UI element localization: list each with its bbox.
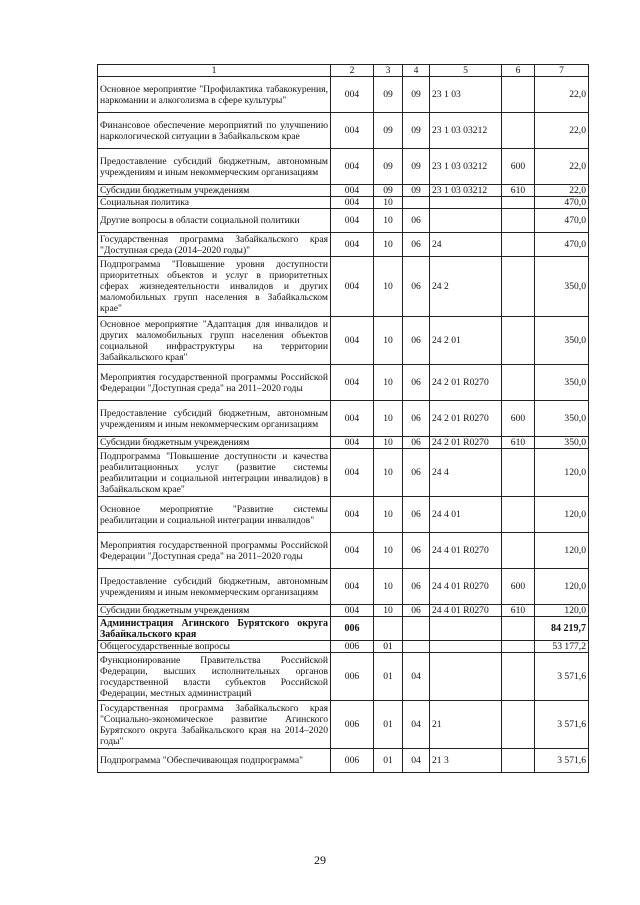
row-amount: 350,0 bbox=[535, 401, 589, 437]
row-code-target: 23 1 03 03212 bbox=[430, 113, 502, 149]
page-number: 29 bbox=[314, 853, 326, 867]
row-code-section: 10 bbox=[374, 257, 403, 317]
row-name: Социальная политика bbox=[98, 197, 331, 209]
table-row bbox=[98, 497, 589, 533]
row-code-expense-type bbox=[502, 653, 535, 701]
table-row bbox=[98, 209, 589, 233]
row-amount: 3 571,6 bbox=[535, 653, 589, 701]
table-row bbox=[98, 605, 589, 617]
budget-table bbox=[97, 64, 589, 773]
row-code-target: 21 3 bbox=[430, 749, 502, 773]
row-code-expense-type bbox=[502, 641, 535, 653]
row-amount: 22,0 bbox=[535, 77, 589, 113]
row-name: Основное мероприятие "Развитие системы реабилитации и социальной интеграции инвалидов" bbox=[98, 497, 331, 533]
row-code-admin: 004 bbox=[331, 113, 374, 149]
row-code-expense-type bbox=[502, 257, 535, 317]
row-code-admin: 004 bbox=[331, 497, 374, 533]
row-code-admin: 004 bbox=[331, 149, 374, 185]
row-code-subsection: 06 bbox=[403, 437, 430, 449]
row-code-section: 10 bbox=[374, 197, 403, 209]
row-code-admin: 004 bbox=[331, 401, 374, 437]
row-name: Предоставление субсидий бюджетным, автономным учреждениям и иным некоммерческим организациям bbox=[98, 401, 331, 437]
row-amount: 120,0 bbox=[535, 569, 589, 605]
row-code-subsection: 09 bbox=[403, 77, 430, 113]
row-code-admin: 004 bbox=[331, 185, 374, 197]
row-name: Подпрограмма "Повышение уровня доступности приоритетных объектов и услуг в приоритетных сферах жизнедеятельности инвалидов и других маломобильных групп населения в Забайкальском крае" bbox=[98, 257, 331, 317]
table-row bbox=[98, 569, 589, 605]
row-code-section: 10 bbox=[374, 569, 403, 605]
row-code-subsection: 06 bbox=[403, 233, 430, 257]
row-code-section: 10 bbox=[374, 365, 403, 401]
row-name: Подпрограмма "Обеспечивающая подпрограмма" bbox=[98, 749, 331, 773]
row-code-target: 24 2 01 R0270 bbox=[430, 437, 502, 449]
table-row bbox=[98, 437, 589, 449]
row-code-section: 10 bbox=[374, 533, 403, 569]
row-code-expense-type: 610 bbox=[502, 605, 535, 617]
header-cell: 6 bbox=[502, 65, 535, 77]
row-code-section: 09 bbox=[374, 77, 403, 113]
row-name: Подпрограмма "Повышение доступности и качества реабилитационных услуг (развитие системы реабилитации и социальной интеграции инвалидов) в Забайкальском крае" bbox=[98, 449, 331, 497]
row-code-subsection bbox=[403, 617, 430, 641]
row-name: Мероприятия государственной программы Российской Федерации "Доступная среда" на 2011–2020 годы bbox=[98, 365, 331, 401]
row-amount: 350,0 bbox=[535, 317, 589, 365]
row-code-admin: 004 bbox=[331, 365, 374, 401]
row-code-admin: 004 bbox=[331, 209, 374, 233]
row-code-section: 10 bbox=[374, 449, 403, 497]
row-code-target: 24 4 01 R0270 bbox=[430, 533, 502, 569]
row-code-expense-type bbox=[502, 365, 535, 401]
row-code-section: 01 bbox=[374, 749, 403, 773]
row-code-subsection: 06 bbox=[403, 317, 430, 365]
row-code-admin: 004 bbox=[331, 437, 374, 449]
row-code-section bbox=[374, 617, 403, 641]
row-name: Администрация Агинского Бурятского округа Забайкальского края bbox=[98, 617, 331, 641]
row-code-admin: 004 bbox=[331, 605, 374, 617]
table-row bbox=[98, 401, 589, 437]
row-code-admin: 006 bbox=[331, 617, 374, 641]
row-code-admin: 004 bbox=[331, 533, 374, 569]
row-name: Предоставление субсидий бюджетным, автономным учреждениям и иным некоммерческим организациям bbox=[98, 569, 331, 605]
row-code-target bbox=[430, 209, 502, 233]
row-code-expense-type: 610 bbox=[502, 437, 535, 449]
row-name: Функционирование Правительства Российской Федерации, высших исполнительных органов государственной власти субъектов Российской Федерации, местных администраций bbox=[98, 653, 331, 701]
row-code-target: 24 2 01 R0270 bbox=[430, 365, 502, 401]
row-code-admin: 004 bbox=[331, 569, 374, 605]
row-name: Общегосударственные вопросы bbox=[98, 641, 331, 653]
row-amount: 3 571,6 bbox=[535, 749, 589, 773]
row-name: Другие вопросы в области социальной политики bbox=[98, 209, 331, 233]
table-row bbox=[98, 617, 589, 641]
row-code-target bbox=[430, 641, 502, 653]
row-code-subsection: 09 bbox=[403, 113, 430, 149]
row-code-admin: 004 bbox=[331, 257, 374, 317]
row-code-admin: 004 bbox=[331, 197, 374, 209]
row-name: Субсидии бюджетным учреждениям bbox=[98, 185, 331, 197]
row-code-subsection: 04 bbox=[403, 701, 430, 749]
row-code-target: 23 1 03 bbox=[430, 77, 502, 113]
row-code-expense-type: 600 bbox=[502, 569, 535, 605]
table-row bbox=[98, 449, 589, 497]
row-code-target: 24 4 01 R0270 bbox=[430, 569, 502, 605]
row-name: Финансовое обеспечение мероприятий по улучшению наркологической ситуации в Забайкальском крае bbox=[98, 113, 331, 149]
row-code-subsection: 06 bbox=[403, 569, 430, 605]
row-code-expense-type bbox=[502, 749, 535, 773]
row-code-section: 10 bbox=[374, 209, 403, 233]
row-code-admin: 006 bbox=[331, 749, 374, 773]
row-code-section: 10 bbox=[374, 233, 403, 257]
row-code-section: 09 bbox=[374, 149, 403, 185]
row-code-subsection: 04 bbox=[403, 653, 430, 701]
header-cell: 4 bbox=[403, 65, 430, 77]
row-code-target bbox=[430, 617, 502, 641]
row-amount: 120,0 bbox=[535, 533, 589, 569]
row-name: Субсидии бюджетным учреждениям bbox=[98, 605, 331, 617]
row-code-subsection bbox=[403, 197, 430, 209]
table-row bbox=[98, 749, 589, 773]
row-code-subsection: 06 bbox=[403, 449, 430, 497]
table-row bbox=[98, 641, 589, 653]
header-cell: 1 bbox=[98, 65, 331, 77]
row-name: Мероприятия государственной программы Российской Федерации "Доступная среда" на 2011–2020 годы bbox=[98, 533, 331, 569]
table-row bbox=[98, 653, 589, 701]
row-code-admin: 004 bbox=[331, 449, 374, 497]
row-amount: 53 177,2 bbox=[535, 641, 589, 653]
row-code-subsection: 06 bbox=[403, 497, 430, 533]
row-code-expense-type bbox=[502, 533, 535, 569]
row-code-target: 21 bbox=[430, 701, 502, 749]
table-row bbox=[98, 197, 589, 209]
row-code-subsection: 06 bbox=[403, 401, 430, 437]
row-code-subsection: 04 bbox=[403, 749, 430, 773]
row-amount: 350,0 bbox=[535, 257, 589, 317]
table-row bbox=[98, 149, 589, 185]
row-name: Государственная программа Забайкальского края "Социально-экономическое развитие Агинского Бурятского округа Забайкальского края на 2014–2020 годы" bbox=[98, 701, 331, 749]
row-amount: 22,0 bbox=[535, 113, 589, 149]
row-code-target: 24 2 01 bbox=[430, 317, 502, 365]
row-code-subsection: 06 bbox=[403, 533, 430, 569]
row-amount: 3 571,6 bbox=[535, 701, 589, 749]
row-code-expense-type bbox=[502, 701, 535, 749]
row-code-target: 24 4 01 R0270 bbox=[430, 605, 502, 617]
row-name: Предоставление субсидий бюджетным, автономным учреждениям и иным некоммерческим организациям bbox=[98, 149, 331, 185]
row-code-section: 10 bbox=[374, 497, 403, 533]
row-code-expense-type bbox=[502, 209, 535, 233]
row-amount: 350,0 bbox=[535, 437, 589, 449]
row-code-admin: 004 bbox=[331, 233, 374, 257]
row-code-section: 09 bbox=[374, 185, 403, 197]
row-code-expense-type bbox=[502, 497, 535, 533]
row-code-subsection: 09 bbox=[403, 149, 430, 185]
row-code-target bbox=[430, 197, 502, 209]
row-code-subsection: 06 bbox=[403, 209, 430, 233]
row-code-subsection: 09 bbox=[403, 185, 430, 197]
row-code-admin: 006 bbox=[331, 701, 374, 749]
row-amount: 84 219,7 bbox=[535, 617, 589, 641]
row-code-target: 24 bbox=[430, 233, 502, 257]
row-code-section: 10 bbox=[374, 437, 403, 449]
header-cell: 5 bbox=[430, 65, 502, 77]
table-row bbox=[98, 533, 589, 569]
row-code-subsection: 06 bbox=[403, 365, 430, 401]
row-code-expense-type: 600 bbox=[502, 149, 535, 185]
row-code-expense-type: 600 bbox=[502, 401, 535, 437]
row-code-section: 01 bbox=[374, 641, 403, 653]
row-amount: 470,0 bbox=[535, 197, 589, 209]
header-cell: 3 bbox=[374, 65, 403, 77]
row-amount: 470,0 bbox=[535, 233, 589, 257]
row-code-section: 09 bbox=[374, 113, 403, 149]
table-row bbox=[98, 365, 589, 401]
row-code-section: 10 bbox=[374, 605, 403, 617]
row-code-target: 24 4 01 bbox=[430, 497, 502, 533]
row-amount: 120,0 bbox=[535, 497, 589, 533]
row-code-section: 10 bbox=[374, 401, 403, 437]
row-code-expense-type bbox=[502, 317, 535, 365]
row-code-expense-type bbox=[502, 449, 535, 497]
row-name: Основное мероприятие "Адаптация для инвалидов и других маломобильных групп населения объектов социальной инфраструктуры на территории Забайкальского края" bbox=[98, 317, 331, 365]
row-code-expense-type bbox=[502, 197, 535, 209]
row-code-admin: 006 bbox=[331, 641, 374, 653]
table-row bbox=[98, 185, 589, 197]
row-code-target: 24 4 bbox=[430, 449, 502, 497]
row-code-admin: 004 bbox=[331, 77, 374, 113]
row-code-target: 24 2 bbox=[430, 257, 502, 317]
row-code-target bbox=[430, 653, 502, 701]
row-code-target: 24 2 01 R0270 bbox=[430, 401, 502, 437]
row-code-section: 10 bbox=[374, 317, 403, 365]
row-amount: 120,0 bbox=[535, 605, 589, 617]
header-cell: 2 bbox=[331, 65, 374, 77]
row-code-subsection bbox=[403, 641, 430, 653]
row-code-section: 01 bbox=[374, 653, 403, 701]
row-code-expense-type bbox=[502, 113, 535, 149]
row-code-target: 23 1 03 03212 bbox=[430, 149, 502, 185]
row-code-subsection: 06 bbox=[403, 257, 430, 317]
row-code-section: 01 bbox=[374, 701, 403, 749]
row-amount: 120,0 bbox=[535, 449, 589, 497]
table-row bbox=[98, 77, 589, 113]
row-code-admin: 004 bbox=[331, 317, 374, 365]
row-amount: 470,0 bbox=[535, 209, 589, 233]
row-code-expense-type bbox=[502, 233, 535, 257]
row-amount: 22,0 bbox=[535, 149, 589, 185]
row-amount: 22,0 bbox=[535, 185, 589, 197]
row-code-expense-type: 610 bbox=[502, 185, 535, 197]
row-code-subsection: 06 bbox=[403, 605, 430, 617]
table-row bbox=[98, 233, 589, 257]
header-cell: 7 bbox=[535, 65, 589, 77]
row-name: Государственная программа Забайкальского края "Доступная среда (2014–2020 годы)" bbox=[98, 233, 331, 257]
row-amount: 350,0 bbox=[535, 365, 589, 401]
table-row bbox=[98, 113, 589, 149]
row-code-admin: 006 bbox=[331, 653, 374, 701]
row-name: Основное мероприятие "Профилактика табакокурения, наркомании и алкоголизма в сфере культуры" bbox=[98, 77, 331, 113]
row-code-expense-type bbox=[502, 617, 535, 641]
row-code-target: 23 1 03 03212 bbox=[430, 185, 502, 197]
row-name: Субсидии бюджетным учреждениям bbox=[98, 437, 331, 449]
row-code-expense-type bbox=[502, 77, 535, 113]
table-header bbox=[98, 65, 589, 77]
table-row bbox=[98, 257, 589, 317]
table-row bbox=[98, 317, 589, 365]
table-row bbox=[98, 701, 589, 749]
